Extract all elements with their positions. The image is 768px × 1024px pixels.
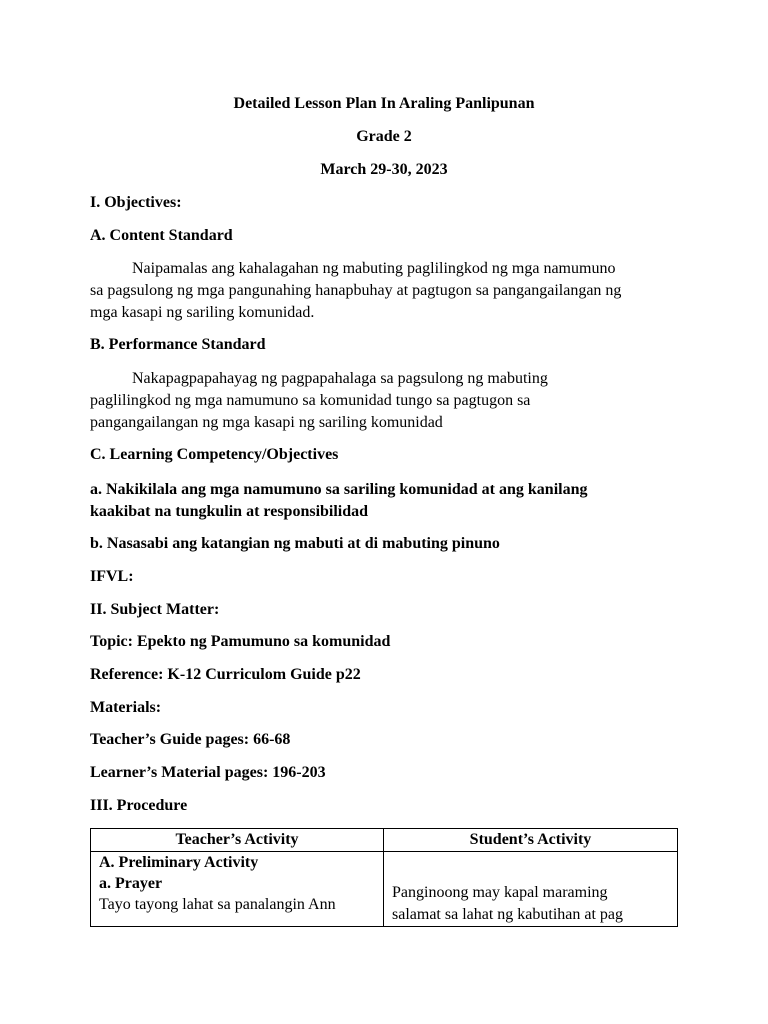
student-activity-header: Student’s Activity [384, 829, 678, 852]
performance-standard-heading: B. Performance Standard [90, 336, 266, 353]
teachers-guide-line: Teacher’s Guide pages: 66-68 [90, 731, 291, 748]
student-activity-cell [384, 852, 678, 927]
performance-standard-line: paglilingkod ng mga namumuno sa komunidad tungo sa pagtugon sa [90, 392, 531, 409]
preliminary-activity-label: A. Preliminary Activity [99, 854, 259, 871]
procedure-heading: III. Procedure [90, 797, 188, 814]
content-standard-heading: A. Content Standard [90, 227, 233, 244]
competency-item-b: b. Nasasabi ang katangian ng mabuti at di mabuting pinuno [90, 535, 500, 552]
teacher-prayer-text: Tayo tayong lahat sa panalangin Ann [99, 896, 336, 913]
student-prayer-line: Panginoong may kapal maraming [392, 884, 608, 901]
content-standard-line: Naipamalas ang kahalagahan ng mabuting paglilingkod ng mga namumuno [132, 260, 616, 277]
objectives-heading: I. Objectives: [90, 194, 182, 211]
performance-standard-text [90, 368, 690, 434]
subject-matter-heading: II. Subject Matter: [90, 601, 220, 618]
teacher-activity-cell [91, 852, 384, 927]
procedure-table [90, 828, 678, 927]
lesson-date: March 29-30, 2023 [320, 161, 448, 178]
ifvl-label: IFVL: [90, 568, 134, 585]
table-row [91, 852, 678, 927]
competency-item-a-line: a. Nakikilala ang mga namumuno sa sariling komunidad at ang kanilang [90, 481, 588, 498]
topic-line: Topic: Epekto ng Pamumuno sa komunidad [90, 633, 391, 650]
reference-line: Reference: K-12 Curriculom Guide p22 [90, 666, 361, 683]
grade-level: Grade 2 [356, 128, 412, 145]
content-standard-text [90, 258, 690, 324]
student-prayer-line: salamat sa lahat ng kabutihan at pag [392, 906, 624, 923]
teacher-activity-header: Teacher’s Activity [91, 829, 384, 852]
learners-material-line: Learner’s Material pages: 196-203 [90, 764, 326, 781]
content-standard-line: sa pagsulong ng mga pangunahing hanapbuhay at pagtugon sa pangangailangan ng [90, 282, 622, 299]
performance-standard-line: pangangailangan ng mga kasapi ng sariling komunidad [90, 414, 443, 431]
content-standard-line: mga kasapi ng sariling komunidad. [90, 304, 315, 321]
table-header-row [91, 829, 678, 852]
learning-competency-heading: C. Learning Competency/Objectives [90, 446, 339, 463]
document-title: Detailed Lesson Plan In Araling Panlipunan [233, 95, 535, 112]
competency-item-a-line: kaakibat na tungkulin at responsibilidad [90, 503, 369, 520]
prayer-label: a. Prayer [99, 875, 163, 892]
performance-standard-line: Nakapagpapahayag ng pagpapahalaga sa pagsulong ng mabuting [132, 370, 548, 387]
materials-label: Materials: [90, 699, 162, 716]
competency-item-a [90, 479, 690, 523]
